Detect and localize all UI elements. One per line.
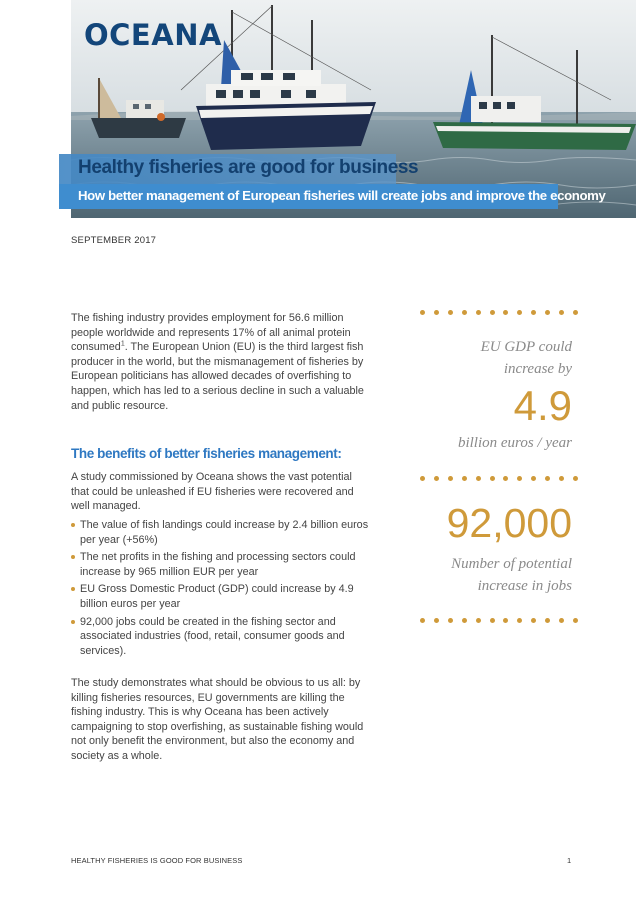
page-number: 1 (567, 856, 572, 865)
closing-paragraph: The study demonstrates what should be obvious to us all: by killing fisheries resources, EU governments are killing the fishing industry. This is why Oceana has been actively campaigning to stop overfishing, as sustainable fishing would not only benefit the environment, but also the economy and society as a whole. (71, 677, 364, 762)
jobs-stat-label-line-2: increase in jobs (477, 578, 572, 594)
list-item-text: The net profits in the fishing and processing sectors could increase by 965 million EUR per year (80, 551, 356, 578)
gdp-stat-unit: billion euros / year (457, 435, 572, 451)
page-title: Healthy fisheries are good for business (78, 157, 419, 178)
gdp-stat-value: 4.9 (513, 382, 572, 429)
intro-text-part-1: The fishing industry provides employment for 56.6 million people worldwide and represents 17% of all animal protein consumed (71, 312, 351, 354)
section-heading: The benefits of better fisheries management: (71, 446, 342, 461)
intro-paragraph (71, 311, 371, 413)
bullet-dot-icon (71, 555, 75, 559)
list-item-text: 92,000 jobs could be created in the fishing sector and associated industries (food, retail, consumer goods and services). (80, 615, 345, 657)
footnote-marker: 1 (120, 340, 125, 348)
list-item-text: The value of fish landings could increase by 2.4 billion euros per year (+56%) (80, 519, 369, 546)
oceana-logo: OCEANA (84, 18, 222, 52)
list-item (71, 615, 371, 659)
list-item-text: EU Gross Domestic Product (GDP) could increase by 4.9 billion euros per year (80, 583, 354, 610)
gdp-stat-label-line-2: increase by (503, 361, 572, 377)
page-subtitle: How better management of European fisheries will create jobs and improve the economy (78, 188, 606, 203)
list-item (71, 550, 371, 579)
list-item (71, 518, 371, 547)
publication-date: SEPTEMBER 2017 (71, 235, 157, 246)
gdp-stat-label-line-1: EU GDP could (480, 339, 572, 355)
jobs-stat-value: 92,000 (446, 500, 572, 546)
bullet-dot-icon (71, 523, 75, 527)
list-item (71, 582, 371, 611)
study-paragraph: A study commissioned by Oceana shows the vast potential that could be unleashed if EU fisheries were recovered and well managed. (71, 471, 354, 513)
jobs-stat-label-line-1: Number of potential (451, 556, 572, 572)
dotted-divider-bottom (420, 618, 578, 626)
intro-text-part-2: . The European Union (EU) is the third largest fish producer in the world, but the mismanagement of fisheries by European politicians has allowed decades of overfishing to happen, which has led to a serious decline in such a valuable and public resource. (71, 341, 364, 412)
benefits-list (71, 518, 371, 661)
dotted-divider-middle (420, 476, 578, 484)
bullet-dot-icon (71, 620, 75, 624)
dotted-divider-top (420, 310, 578, 318)
bullet-dot-icon (71, 587, 75, 591)
footer-title: HEALTHY FISHERIES IS GOOD FOR BUSINESS (71, 856, 243, 865)
